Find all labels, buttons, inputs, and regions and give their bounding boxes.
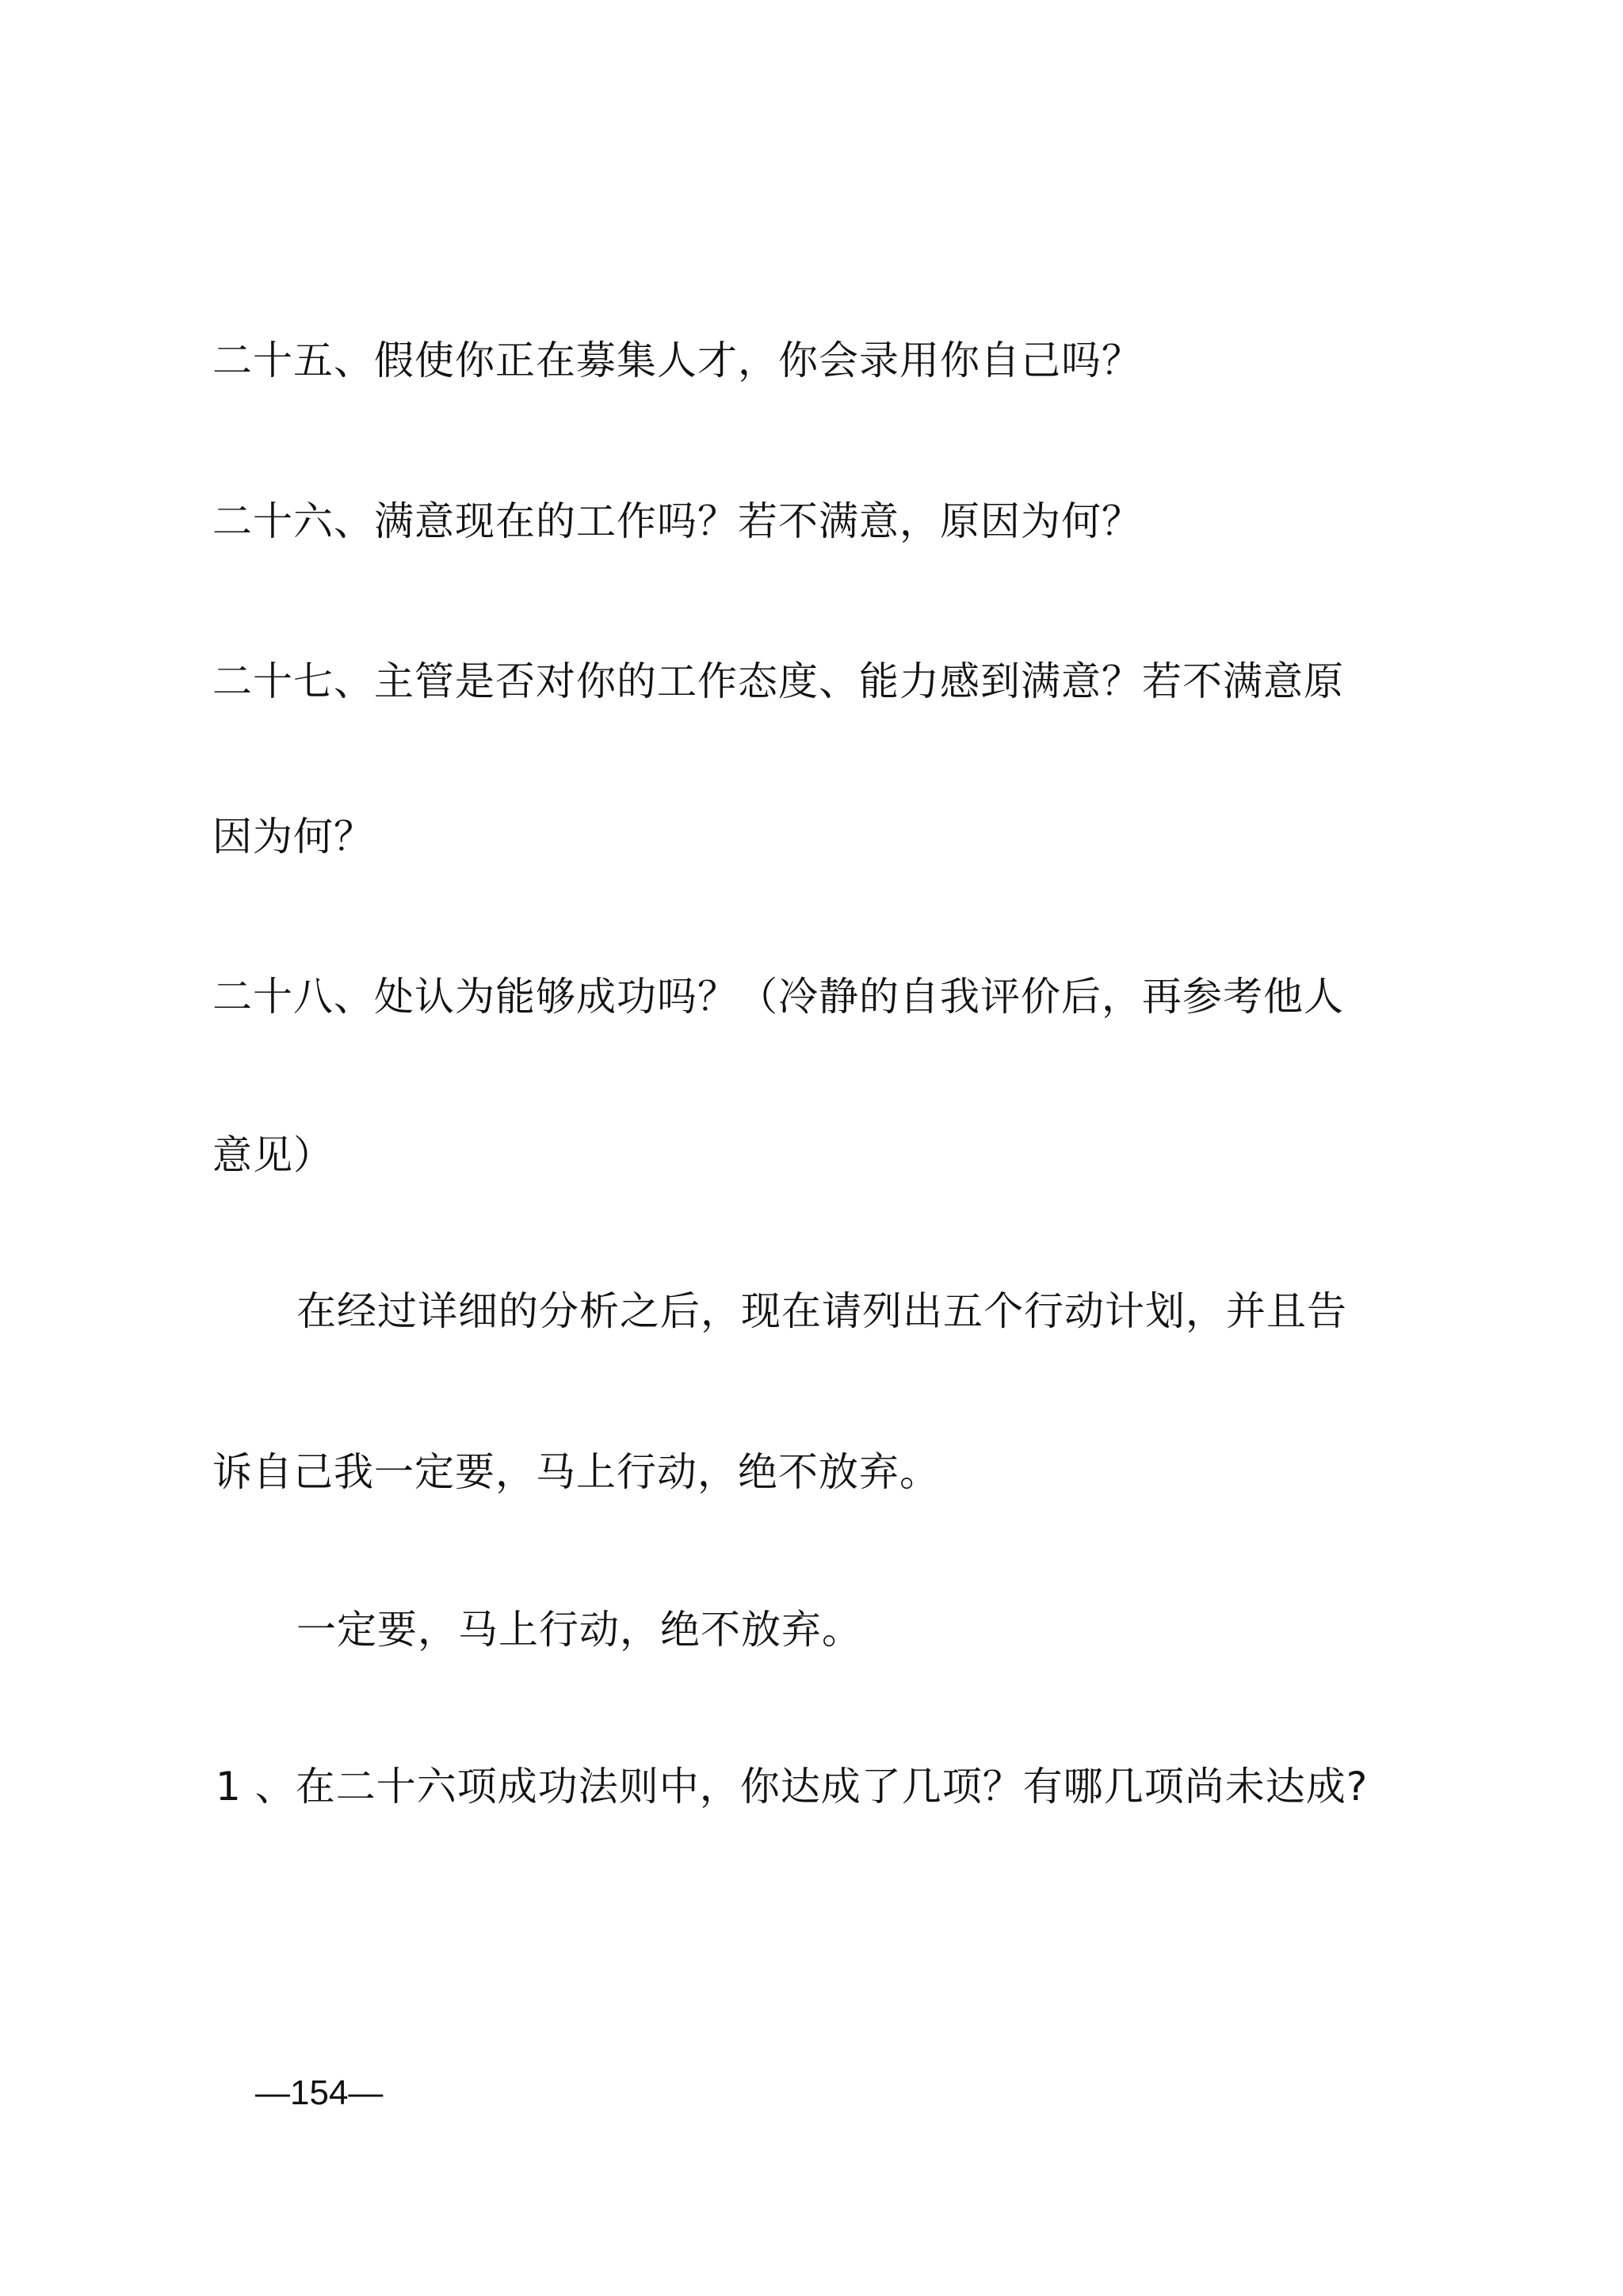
question-28-line-1: 二十八、处认为能够成功吗？（冷静的自我评价后，再参考他人 [212, 974, 1344, 1020]
question-27-line-2: 因为何？ [212, 814, 374, 860]
paragraph-action-plan-line-2: 诉自己我一定要，马上行动，绝不放弃。 [212, 1449, 940, 1495]
question-28-line-2: 意见） [212, 1132, 334, 1178]
question-27-line-1: 二十七、主管是否对你的工作态度、能力感到满意？若不满意原 [212, 658, 1344, 704]
question-26: 二十六、满意现在的工作吗？若不满意，原因为何？ [212, 498, 1142, 544]
question-25: 二十五、假使你正在募集人才，你会录用你自己吗？ [212, 338, 1142, 383]
list-item-1: 1 、在二十六项成功法则中，你达成了几项？有哪几项尚未达成? [216, 1764, 1369, 1810]
paragraph-action-plan-line-1: 在经过详细的分析之后，现在请列出五个行动计划，并且告 [296, 1288, 1347, 1334]
page-number: —154— [255, 2073, 384, 2112]
paragraph-motto: 一定要，马上行动，绝不放弃。 [296, 1607, 862, 1653]
